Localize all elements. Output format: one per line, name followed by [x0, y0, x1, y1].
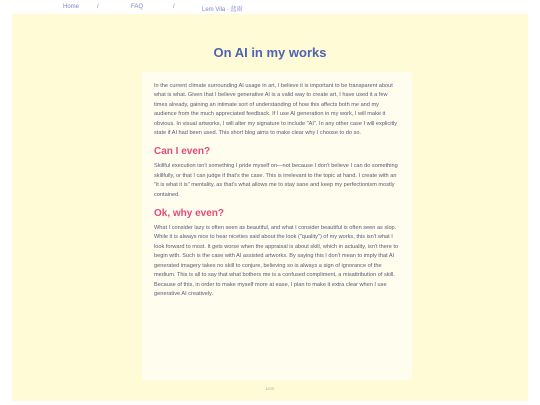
breadcrumb-separator: / [173, 4, 175, 10]
section-heading-can-i-even: Can I even? [154, 146, 211, 158]
section-paragraph-can-i-even: Skillful execution isn't something I pride myself on—not because I don't believe I can do something skillfully, or that I can judge if that's the case. This is irrelevant to the topic at hand. I create with an "it is what it is" mentality, as that's what allows me to stay sane and keep my perfectionism mostly contained. [154, 163, 398, 198]
page-title: On AI in my works [213, 44, 327, 60]
section-paragraph-why-even: What I consider lazy is often seen as beautiful, and what I consider beautiful is often seen as slop. While it is always nice to hear niceties said about the look ("quality") of my works, this isn't what I look forward to most. It gets worse when the appraisal is about skill, which in actuality, isn't there to begin with. Such is the case with AI assisted artworks. By saying this I don't mean to imply that AI generated imagery takes no skill to conjure, believing so is always a sign of ignorance of the medium. This is all to say that what bothers me is a confused compliment, a misattribution of skill. Because of this, in order to make myself more at ease, I plan to make it extra clear when I use generative AI creatively. [154, 225, 399, 297]
page-panel [12, 14, 528, 401]
section-heading-why-even: Ok, why even? [154, 208, 225, 220]
breadcrumb-separator: / [97, 4, 99, 10]
faq-link[interactable]: FAQ [131, 4, 144, 10]
author-link[interactable]: Lem Vila · 蓝雨 [202, 7, 243, 13]
intro-paragraph: In the current climate surrounding AI usage in art, I believe it is important to be transparent about what is what. Given that I believe generative AI is a valid way to create art, I have used it a few times already, gaining an intimate sort of understanding of how this affects both me and my audience from the much appreciated feedback. If I use AI generation in my work, I will make it obvious. In visual artworks, I will alter my signature to include "AI". In any other case I will explicitly state if AI had been used. This short blog aims to make clear why I choose to do so. [154, 83, 398, 137]
home-link[interactable]: Home [63, 4, 80, 10]
blog-article [142, 72, 412, 380]
footer-text: Lem [265, 386, 275, 391]
breadcrumb-nav [0, 0, 540, 14]
